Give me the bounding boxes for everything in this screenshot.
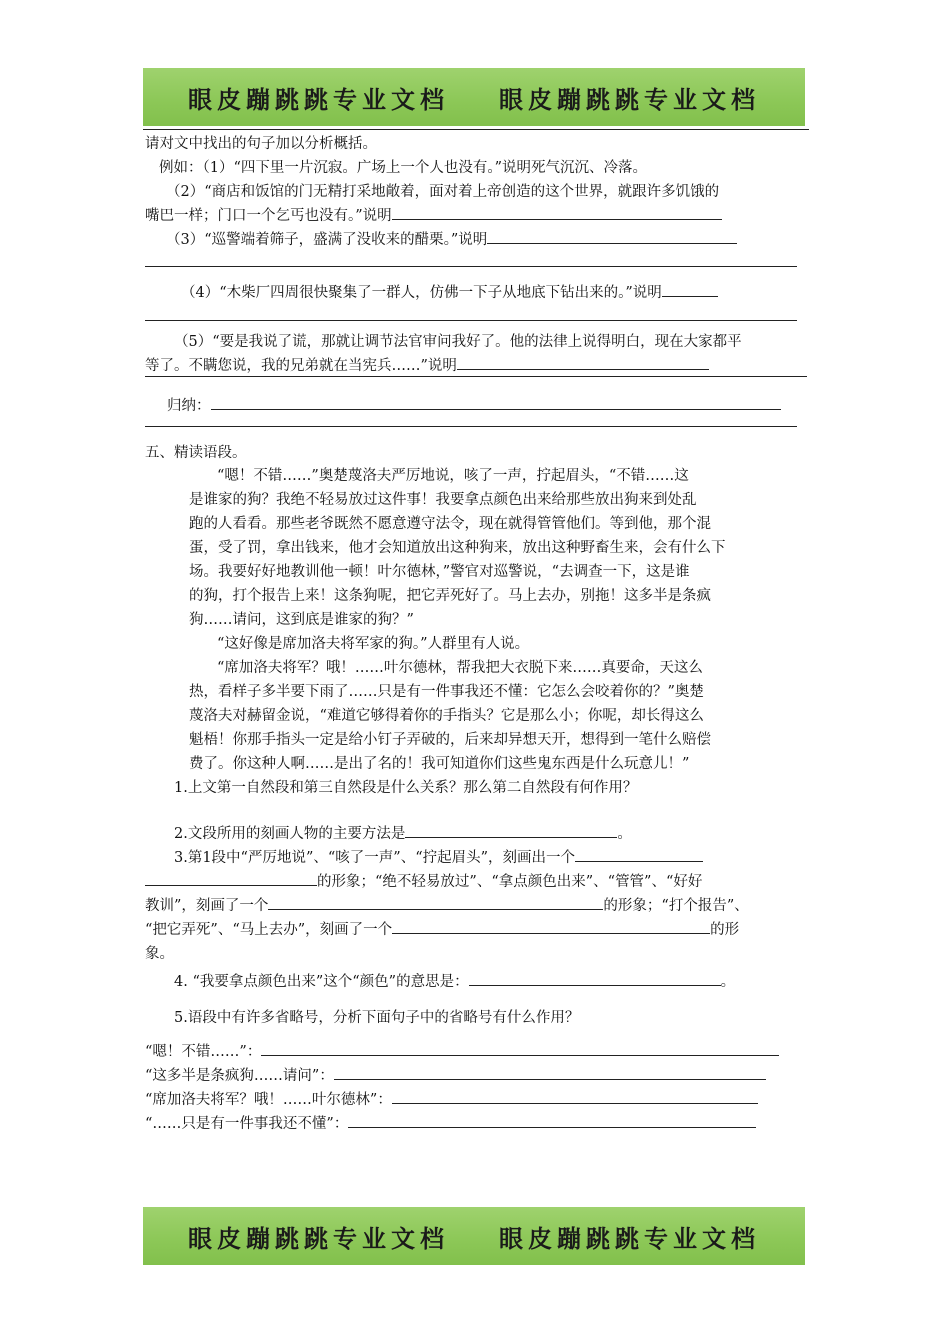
ellipsis-item-1 — [145, 1040, 813, 1064]
question-5-4-text: 4. “我要拿点颜色出来”这个“颜色”的意思是： — [174, 974, 469, 990]
question-5-line-2 — [145, 354, 813, 378]
ellipsis-answer-3[interactable] — [392, 1088, 758, 1104]
ellipsis-quote-4: “……只是有一件事我还不懂”： — [145, 1116, 349, 1132]
answer-blank-5[interactable] — [457, 354, 709, 370]
paragraph-1-line: 蛋，受了罚，拿出钱来，他才会知道放出这种狗来，放出这种野畜生来，会有什么下 — [189, 540, 726, 556]
question-5-3-text-d: 的形象；“打个报告”、 — [603, 898, 749, 914]
paragraph-3-line: 热，看样子多半要下雨了……只是有一件事我还不懂：它怎么会咬着你的？”奥楚 — [189, 684, 704, 700]
ellipsis-quote-3: “席加洛夫将军？哦！……叶尔德林”： — [145, 1092, 392, 1108]
paragraph-1-line: 狗……请问，这到底是谁家的狗？” — [189, 612, 414, 628]
answer-line-4b[interactable] — [145, 306, 813, 330]
ellipsis-answer-4[interactable] — [348, 1112, 756, 1128]
question-5-3-text-a: 3.第1段中“严厉地说”、“咳了一声”、“拧起眉头”，刻画出一个 — [174, 850, 576, 866]
header-banner — [143, 68, 805, 126]
question-5-3-text-e: “把它弄死”、“马上去办”，刻画了一个 — [145, 922, 393, 938]
footer-banner — [143, 1207, 805, 1265]
answer-blank-5-3c[interactable] — [268, 894, 603, 910]
header-rule — [143, 129, 809, 130]
question-3-text: （3）“巡警端着筛子，盛满了没收来的醋栗。”说明 — [166, 232, 488, 248]
answer-blank-5-3d[interactable] — [392, 918, 710, 934]
summary-line — [145, 386, 813, 420]
answer-line-3b[interactable] — [145, 252, 813, 276]
paragraph-1-line: “嗯！不错……”奥楚蔑洛夫严厉地说，咳了一声，拧起眉头，“不错……这 — [217, 468, 689, 484]
paragraph-3-line: 费了。你这种人啊……是出了名的！我可知道你们这些鬼东西是什么玩意儿！” — [189, 756, 690, 772]
question-2-line-2 — [145, 204, 813, 228]
ellipsis-item-3 — [145, 1088, 813, 1112]
answer-blank-3[interactable] — [487, 228, 737, 244]
answer-blank-5-4[interactable] — [469, 970, 721, 986]
answer-blank-4[interactable] — [662, 281, 718, 297]
paragraph-1-line: 场。我要好好地教训他一顿！叶尔德林，”警官对巡警说，“去调查一下，这是谁 — [189, 564, 690, 580]
section-5-title: 五、精读语段。 — [145, 445, 247, 461]
question-5-2 — [145, 822, 813, 846]
paragraph-3-line: 蔑洛夫对赫留金说，“难道它够得着你的手指头？它是那么小；你呢，却长得这么 — [189, 708, 704, 724]
ellipsis-item-2 — [145, 1064, 813, 1088]
question-4-line — [145, 276, 813, 306]
banner-text-left: 眼皮蹦跳跳专业文档 — [188, 1224, 449, 1253]
summary-label: 归纳： — [167, 398, 211, 414]
paragraph-3-line: 魁梧！你那手指头一定是给小钉子弄破的，后来却异想天开，想得到一笔什么赔偿 — [189, 732, 711, 748]
question-2-line-1: （2）“商店和饭馆的门无精打采地敞着，面对着上帝创造的这个世界，就跟许多饥饿的 — [166, 184, 720, 200]
paragraph-3-line: “席加洛夫将军？哦！……叶尔德林，帮我把大衣脱下来……真要命，天这么 — [217, 660, 703, 676]
question-5-line-1: （5）“要是我说了谎，那就让调节法官审问我好了。他的法律上说得明白，现在大家都平 — [174, 334, 742, 350]
document-body — [145, 132, 813, 1136]
question-5-1: 1.上文第一自然段和第三自然段是什么关系？那么第二自然段有何作用？ — [174, 780, 638, 796]
ellipsis-item-4 — [145, 1112, 813, 1136]
question-5-3-line-5: 象。 — [145, 946, 174, 962]
paragraph-1 — [145, 464, 813, 632]
question-5-3-text-b: 的形象；“绝不轻易放过”、“拿点颜色出来”、“管管”、“好好 — [317, 874, 703, 890]
answer-blank-5-3b[interactable] — [145, 870, 317, 886]
question-4-text: （4）“木柴厂四周很快聚集了一群人，仿佛一下子从地底下钻出来的。”说明 — [181, 285, 662, 301]
summary-blank[interactable] — [211, 394, 781, 410]
question-5-3-text-c: 教训”，刻画了一个 — [145, 898, 269, 914]
banner-text-left: 眼皮蹦跳跳专业文档 — [188, 85, 449, 114]
question-5-4-end: 。 — [720, 974, 736, 990]
paragraph-1-line: 是谁家的狗？我绝不轻易放过这件事！我要拿点颜色出来给那些放出狗来到处乱 — [189, 492, 697, 508]
question-5-3-line-3 — [145, 894, 813, 918]
question-5-3-line-4 — [145, 918, 813, 942]
ellipsis-answer-1[interactable] — [261, 1040, 779, 1056]
question-5-text: 等了。不瞒您说，我的兄弟就在当宪兵……”说明 — [145, 358, 457, 374]
question-5-5: 5.语段中有许多省略号，分析下面句子中的省略号有什么作用？ — [174, 1010, 580, 1026]
summary-line-2[interactable] — [145, 420, 813, 438]
question-3-line — [145, 228, 813, 252]
paragraph-2: “这好像是席加洛夫将军家的狗。”人群里有人说。 — [217, 636, 530, 652]
paragraph-3 — [145, 656, 813, 776]
ellipsis-quote-1: “嗯！不错……”： — [145, 1044, 262, 1060]
ellipsis-answer-2[interactable] — [334, 1064, 766, 1080]
answer-blank-5-3a[interactable] — [575, 846, 703, 862]
question-5-2-end: 。 — [617, 826, 632, 842]
example-line: 例如：（1）“四下里一片沉寂。广场上一个人也没有。”说明死气沉沉、冷落。 — [159, 160, 648, 176]
banner-text-right: 眼皮蹦跳跳专业文档 — [499, 1224, 760, 1253]
question-2-text: 嘴巴一样；门口一个乞丐也没有。”说明 — [145, 208, 392, 224]
banner-text-right: 眼皮蹦跳跳专业文档 — [499, 85, 760, 114]
paragraph-1-line: 跑的人看看。那些老爷既然不愿意遵守法令，现在就得管管他们。等到他，那个混 — [189, 516, 711, 532]
answer-blank-2[interactable] — [392, 204, 722, 220]
question-5-3-text-f: 的形 — [710, 922, 740, 938]
answer-blank-5-2[interactable] — [405, 822, 617, 838]
question-5-2-text: 2.文段所用的刻画人物的主要方法是 — [174, 826, 406, 842]
paragraph-1-line: 的狗，打个报告上来！这条狗呢，把它弄死好了。马上去办，别拖！这多半是条疯 — [189, 588, 711, 604]
question-5-3-line-1 — [145, 846, 813, 870]
ellipsis-quote-2: “这多半是条疯狗……请问”： — [145, 1068, 334, 1084]
question-5-4 — [145, 966, 813, 994]
intro-line: 请对文中找出的句子加以分析概括。 — [145, 136, 377, 152]
question-5-3-line-2 — [145, 870, 813, 894]
